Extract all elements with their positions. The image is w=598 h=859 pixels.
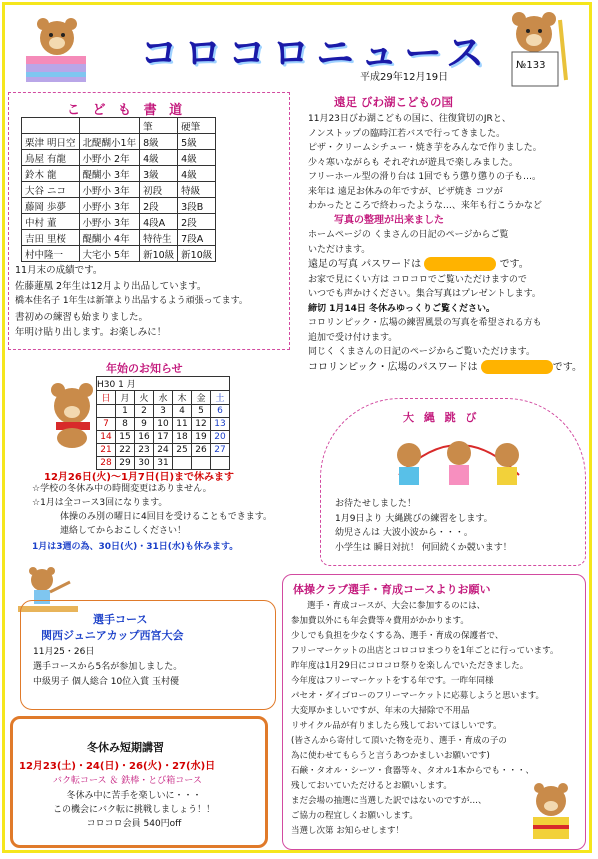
taiso-line: パセオ・ダイゴローのフリーマーケットに応募しようと思います。: [291, 691, 545, 701]
calendar-day: 16: [135, 431, 154, 444]
calendar-day: 24: [154, 444, 173, 457]
jump-rope-line: 1月9日より 大縄跳びの練習をします。: [335, 513, 493, 524]
calendar-day: 17: [154, 431, 173, 444]
table-cell: 新10級: [140, 246, 178, 262]
table-header-cell: [22, 118, 80, 134]
table-header-cell: 筆: [140, 118, 178, 134]
winter-course-dates: 12月23(土)・24(日)・26(火)・27(水)日: [19, 761, 216, 772]
table-cell: 村中隆一: [22, 246, 80, 262]
table-cell: 醍醐小 3年: [79, 166, 140, 182]
table-cell: 4級: [178, 166, 216, 182]
taiso-line: (皆さんから寄付して頂いた物を売り、選手・育成の子の: [291, 736, 507, 746]
calendar-day: 25: [173, 444, 192, 457]
biwako-body: [308, 112, 583, 375]
table-cell: 4級: [178, 150, 216, 166]
calendar-day: 26: [192, 444, 211, 457]
table-cell: 特待生: [140, 230, 178, 246]
biwako-line: わかったところで終わったような…、来年も行こうかなど: [308, 201, 542, 211]
new-year-note: ☆学校の冬休み中の時間変更はありません。: [32, 484, 212, 494]
taiso-request-title: 体操クラブ選手・育成コースよりお願い: [293, 583, 491, 596]
table-cell: 5級: [178, 134, 216, 150]
calendar-day: 30: [135, 457, 154, 470]
calendar-weekday: 土: [211, 391, 230, 405]
calendar-day: 23: [135, 444, 154, 457]
table-cell: 小野小 3年: [79, 198, 140, 214]
calendar-day: 2: [135, 405, 154, 418]
calendar-day: [97, 405, 116, 418]
photo-line: お家で見にくい方は コロコロでご覧いただけますので: [308, 274, 527, 285]
calendar-day: 6: [211, 405, 230, 418]
biwako-line: 11月23日びわ湖こどもの国に、往復貸切のJRと、: [308, 114, 511, 124]
jump-rope-body: [335, 497, 581, 555]
taiso-line: フリーマーケットの出店とコロコロまつりを1年ごとに行っています。: [291, 646, 559, 656]
new-year-note: 1月は3週の為、30日(火)・31日(水)も休みます。: [32, 542, 239, 552]
taiso-request-section: [282, 574, 586, 850]
photo-line: 追加で受け付けます。: [308, 332, 398, 343]
table-header-cell: [79, 118, 140, 134]
calendar-day: 8: [116, 418, 135, 431]
taiso-line: 残しておいていただけるとお願いします。: [291, 781, 452, 791]
calligraphy-note: 年明け貼り出します。お楽しみに！: [15, 327, 167, 338]
new-year-notes: [32, 482, 302, 554]
table-cell: 小野小 2年: [79, 150, 140, 166]
taiso-line: 今年度はフリーマーケットをする年です。一昨年同様: [291, 676, 494, 686]
table-cell: 栗津 明日空: [22, 134, 80, 150]
taiso-line: リサイクル品が有りましたら残しておいてほしいです。: [291, 721, 502, 731]
taiso-line: 少しでも負担を少なくする為、選手・育成の保護者で、: [291, 631, 504, 641]
senshu-title: 選手コース: [93, 613, 148, 626]
taiso-line: 昨年度は1月29日にコロコロ祭りを楽しんでいただきました。: [291, 661, 529, 671]
table-row: [22, 230, 216, 246]
taiso-line: まだ会場の抽選に当選した訳ではないのですが…、: [291, 796, 487, 806]
new-year-section: [20, 358, 300, 558]
calligraphy-title: こ ど も 書 道: [67, 103, 187, 118]
calendar-weekday: 月: [116, 391, 135, 405]
january-calendar: [96, 376, 230, 470]
taiso-line: 当選し次第 お知らせします！: [291, 826, 404, 836]
new-year-note: 連絡してからおこしください！: [60, 526, 187, 536]
table-cell: 大谷 ニコ: [22, 182, 80, 198]
gift-bear-illustration: [523, 781, 579, 843]
calendar-day: 9: [135, 418, 154, 431]
teacher-bear-illustration: [22, 12, 92, 84]
new-year-note: 体操のみ別の曜日に4回目を受けることもできます。: [60, 512, 273, 522]
calendar-day: 7: [97, 418, 116, 431]
calligraphy-section: [8, 92, 290, 350]
jump-rope-illustration: [389, 425, 529, 495]
taiso-line: 参加費以外にも年会費等々費用がかかります。: [291, 616, 469, 626]
biwako-line: 少々寒いながらも それぞれが遊具で楽しみました。: [308, 157, 518, 168]
table-cell: 4級: [140, 150, 178, 166]
photo-title: 写真の整理が出来ました: [334, 214, 444, 226]
table-header-cell: 硬筆: [178, 118, 216, 134]
photo-line: コロリンピック・広場の練習風景の写真を希望される方も: [308, 318, 542, 328]
winter-course-line: コロコロ会員 540円off: [86, 819, 182, 829]
table-cell: 7段A: [178, 230, 216, 246]
table-cell: 大宅小 5年: [79, 246, 140, 262]
calendar-day: 1: [116, 405, 135, 418]
calendar-day: 5: [192, 405, 211, 418]
table-cell: 3級: [140, 166, 178, 182]
table-cell: 初段: [140, 182, 178, 198]
calendar-day: 22: [116, 444, 135, 457]
table-cell: 4段A: [140, 214, 178, 230]
biwako-line: ピザ・クリームシチュー・焼き芋をみんなで作りました。: [308, 143, 542, 153]
table-cell: 2段: [140, 198, 178, 214]
taiso-line: 石鹸・タオル・シーツ・食器等々、タオル1本からでも・・・、: [291, 766, 534, 776]
table-cell: 藤岡 歩夢: [22, 198, 80, 214]
table-cell: 中村 董: [22, 214, 80, 230]
calendar-day: 4: [173, 405, 192, 418]
photo-deadline: 締切 1月14日 冬休みゆっくりご覧ください。: [308, 303, 495, 314]
biwako-line: 来年は 遠足お休みの年ですが、ピザ焼き コツが: [308, 186, 503, 197]
holiday-period: 12月26日(火)～1月7日(日)まで休みます: [44, 472, 235, 483]
taiso-line: ご協力の程宜しくお願いします。: [291, 811, 418, 821]
table-cell: 2段: [178, 214, 216, 230]
calendar-day: 19: [192, 431, 211, 444]
new-year-note: ☆1月は全コース3回になります。: [32, 498, 168, 508]
reading-bear-illustration: [500, 10, 572, 90]
calendar-day: 28: [97, 457, 116, 470]
calendar-day: 29: [116, 457, 135, 470]
password-mask: [424, 257, 496, 271]
calendar-day: 12: [192, 418, 211, 431]
calendar-weekday: 木: [173, 391, 192, 405]
issue-date: 平成29年12月19日: [360, 72, 449, 83]
calligraphy-rank-table: [21, 117, 216, 262]
calendar-day: 27: [211, 444, 230, 457]
taiso-line: 選手・育成コースが、大会に参加するのには、: [307, 601, 486, 611]
table-cell: 鈴木 龍: [22, 166, 80, 182]
calendar-day: 18: [173, 431, 192, 444]
photo-line: ホームページの くまさんの日記のページからご覧: [308, 230, 509, 240]
photo-password-line: 遠足の写真 パスワードは です。: [308, 259, 529, 270]
jump-rope-line: 幼児さんは 大波小波から・・・。: [335, 528, 473, 538]
table-cell: 小野小 3年: [79, 214, 140, 230]
table-cell: 8級: [140, 134, 178, 150]
calendar-day: 20: [211, 431, 230, 444]
calligraphy-note: 橋本佳名子 1年生は新筆より出品するよう頑張ってます。: [15, 296, 248, 306]
table-cell: 3段B: [178, 198, 216, 214]
jump-rope-title: 大 縄 跳 び: [403, 411, 480, 424]
calendar-weekday: 日: [97, 391, 116, 405]
calligraphy-notes: [15, 263, 285, 341]
table-cell: 小野小 3年: [79, 182, 140, 198]
senshu-body: [33, 645, 182, 690]
senshu-section: [20, 600, 276, 710]
calendar-day: 10: [154, 418, 173, 431]
calligraphy-note: 11月末の成績です。: [15, 265, 103, 276]
new-year-title: 年始のお知らせ: [106, 362, 183, 375]
calligraphy-note: 書初めの練習も始まりました。: [15, 311, 149, 323]
table-header-row: [22, 118, 216, 134]
colorinpic-password-line: コロリンピック・広場のパスワードは です。: [308, 361, 582, 373]
photo-line: いつでも声かけください。集合写真はプレゼントします。: [308, 289, 541, 299]
calendar-day: 15: [116, 431, 135, 444]
calendar-header: H30 1 月: [97, 377, 230, 391]
photo-line: いただけます。: [308, 244, 371, 255]
winter-course-title: 冬休み短期講習: [87, 741, 164, 754]
calendar-weekday: 水: [154, 391, 173, 405]
calendar-day: 31: [154, 457, 173, 470]
table-cell: 北醍醐小1年: [79, 134, 140, 150]
calendar-day: 3: [154, 405, 173, 418]
calendar-day: 21: [97, 444, 116, 457]
table-cell: 鳥屋 有龍: [22, 150, 80, 166]
calendar-weekday: 火: [135, 391, 154, 405]
taiso-line: 大変厚かましいですが、年末の大掃除で不用品: [291, 706, 470, 716]
jump-rope-line: お待たせしました！: [335, 499, 417, 509]
table-row: [22, 166, 216, 182]
table-cell: 吉田 里桜: [22, 230, 80, 246]
biwako-line: フリーホール型の滑り台は 1回でもう懲り懲りの子も…。: [308, 172, 542, 182]
senshu-line: 選手コースから5名が参加しました。: [33, 662, 183, 672]
calendar-weekday: 金: [192, 391, 211, 405]
taiso-line: 為に使わせてもらうと言うあつかましいお願いです): [291, 751, 490, 761]
table-cell: 新10級: [178, 246, 216, 262]
table-row: [22, 198, 216, 214]
photo-line: 同じく くまさんの日記のページからご覧いただけます。: [308, 347, 535, 357]
calligraphy-note: 佐藤蓮凰 2年生は12月より出品しています。: [15, 280, 207, 292]
biwako-line: ノンストップの臨時江若バスで行ってきました。: [308, 128, 506, 139]
biwako-section: [300, 92, 585, 392]
password-mask: [481, 360, 553, 374]
winter-course-body: [53, 789, 215, 831]
newsletter-title: コロコロニュース: [140, 31, 491, 75]
winter-course-names: バク転コース ＆ 鉄棒・とび箱コース: [53, 776, 202, 786]
jump-rope-section: [320, 398, 586, 566]
biwako-title: 遠足 びわ湖こどもの国: [334, 95, 454, 109]
calendar-day: 14: [97, 431, 116, 444]
senshu-line: 11月25・26日: [33, 647, 95, 657]
table-row: [22, 214, 216, 230]
jump-rope-line: 小学生は 瞬日対抗！ 何回続くか競います！: [335, 542, 512, 553]
senshu-subtitle: 関西ジュニアカップ西宮大会: [41, 629, 184, 642]
winter-course-line: この機会にバク転に挑戦しましょう！！: [53, 805, 216, 815]
issue-number-badge: №133: [516, 60, 546, 71]
table-row: [22, 150, 216, 166]
table-row: [22, 246, 216, 262]
senshu-line: 中級男子 個人総合 10位入賞 玉村優: [33, 677, 180, 687]
table-row: [22, 134, 216, 150]
table-cell: 特級: [178, 182, 216, 198]
winter-course-section: [10, 716, 268, 848]
calendar-day: 13: [211, 418, 230, 431]
winter-course-line: 冬休み中に苦手を楽しいに・・・: [66, 791, 202, 801]
calendar-day: 11: [173, 418, 192, 431]
table-row: [22, 182, 216, 198]
table-cell: 醍醐小 4年: [79, 230, 140, 246]
